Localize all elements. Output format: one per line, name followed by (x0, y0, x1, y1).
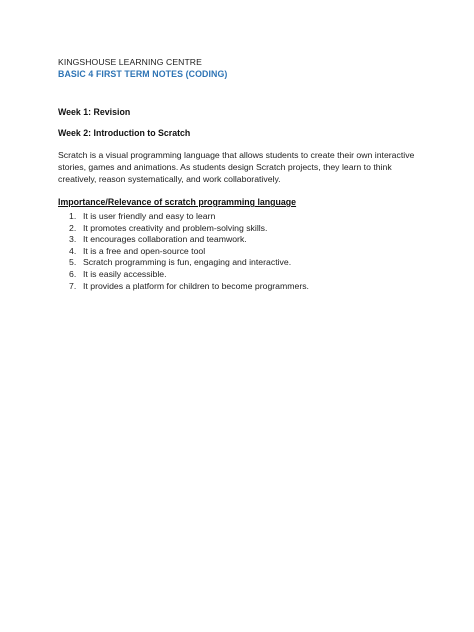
list-item-number: 1. (69, 211, 77, 221)
importance-heading: Importance/Relevance of scratch programming language (58, 197, 297, 207)
list-item (58, 269, 418, 281)
list-item-number: 6. (69, 268, 77, 279)
list-item-number: 3. (69, 234, 77, 245)
week-2-heading: Week 2: Introduction to Scratch (58, 128, 191, 138)
list-item (58, 223, 418, 235)
list-item-text: It is user friendly and easy to learn (83, 211, 216, 221)
list-item (58, 257, 418, 269)
list-item-number: 4. (69, 245, 77, 256)
list-item (58, 234, 418, 246)
list-item-text: It promotes creativity and problem-solving skills. (83, 222, 268, 233)
list-item-number: 2. (69, 222, 77, 233)
document-title: BASIC 4 FIRST TERM NOTES (CODING) (58, 69, 228, 79)
importance-list (58, 211, 418, 292)
list-item (58, 281, 418, 293)
list-item-number: 7. (69, 280, 77, 291)
list-item (58, 211, 418, 223)
list-item-text: It is easily accessible. (83, 268, 167, 279)
list-item-text: Scratch programming is fun, engaging and interactive. (83, 257, 292, 268)
school-name: KINGSHOUSE LEARNING CENTRE (58, 57, 202, 67)
list-item-text: It encourages collaboration and teamwork. (83, 234, 247, 245)
week-1-heading: Week 1: Revision (58, 107, 131, 117)
intro-paragraph: Scratch is a visual programming language that allows students to create their own interactive stories, games and animations. As students design Scratch projects, they learn to think creatively, reason systematically, and work collaboratively. (58, 150, 415, 184)
list-item-text: It is a free and open-source tool (83, 245, 206, 256)
document-content (58, 57, 418, 292)
list-item (58, 246, 418, 258)
list-item-text: It provides a platform for children to become programmers. (83, 280, 309, 291)
list-item-number: 5. (69, 257, 77, 268)
